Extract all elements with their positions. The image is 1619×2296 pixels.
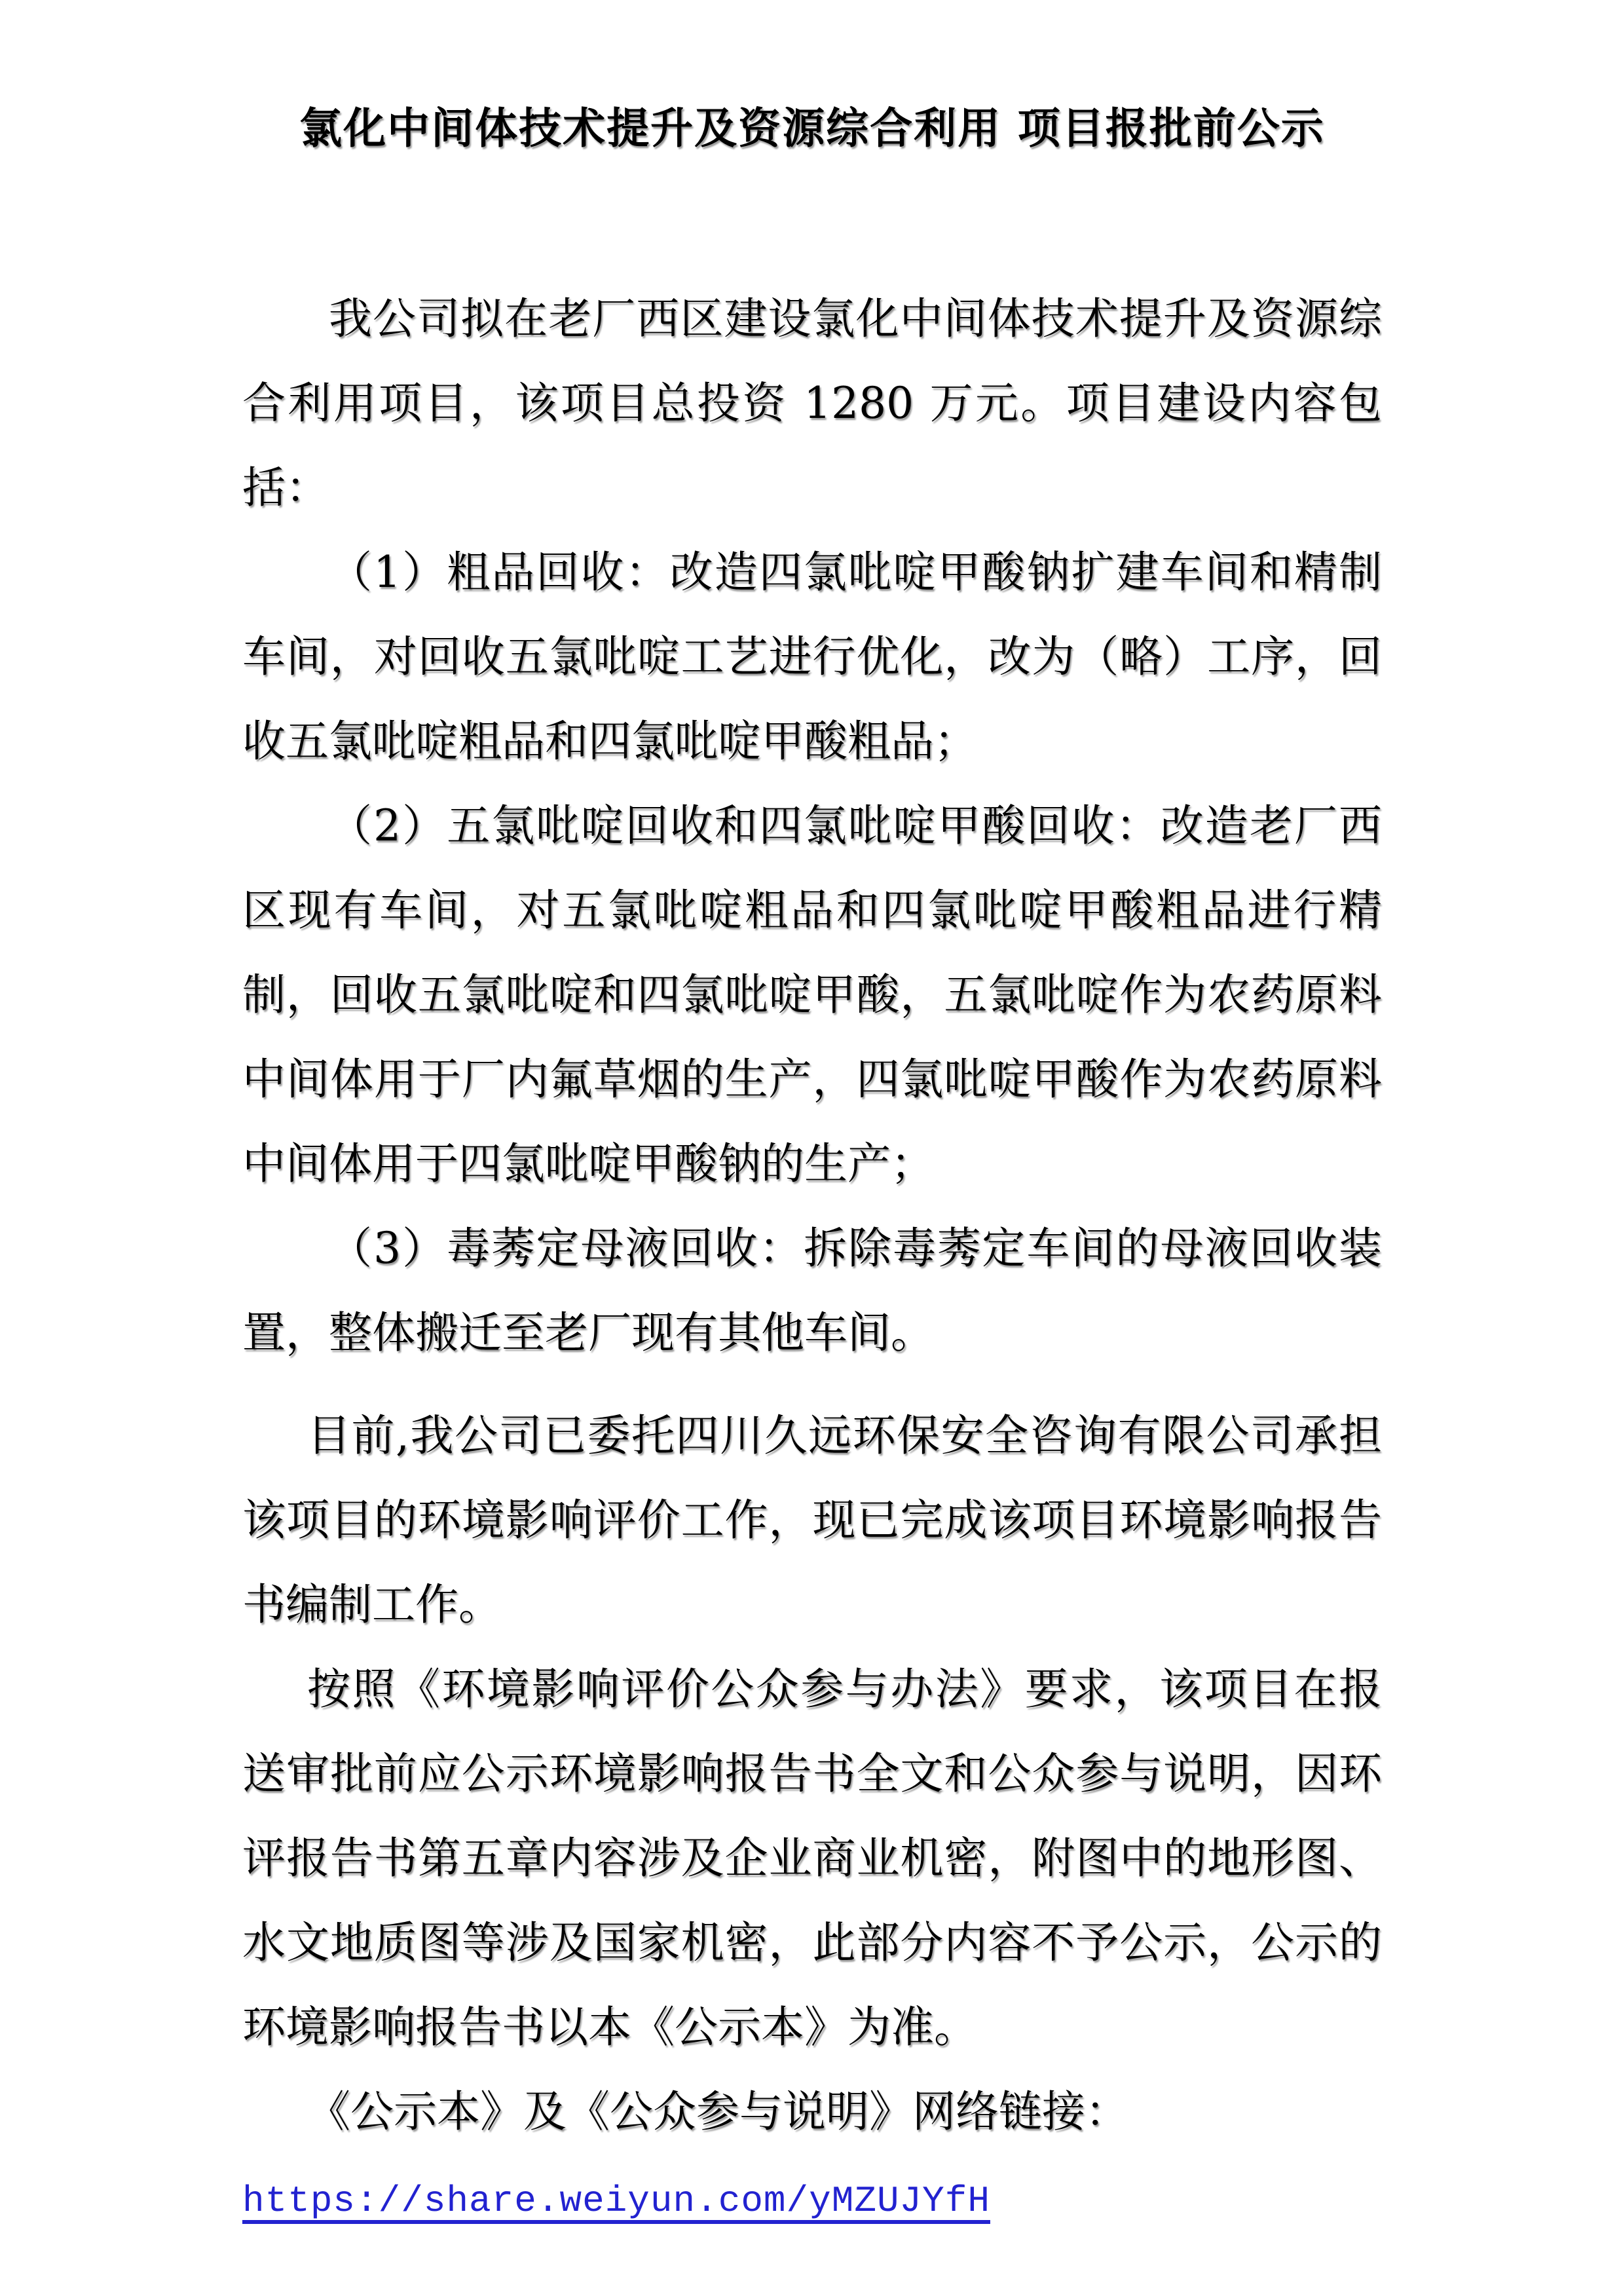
- paragraph-eia-status: 目前,我公司已委托四川久远环保安全咨询有限公司承担该项目的环境影响评价工作，现已完成该项目环境影响报告书编制工作。: [242, 1410, 1382, 1630]
- paragraph-item-2: （2）五氯吡啶回收和四氯吡啶甲酸回收：改造老厂西区现有车间，对五氯吡啶粗品和四氯吡啶甲酸粗品进行精制，回收五氯吡啶和四氯吡啶甲酸，五氯吡啶作为农药原料中间体用于厂内氟草烟的生产，四氯吡啶甲酸作为农药原料中间体用于四氯吡啶甲酸钠的生产；: [242, 800, 1382, 1189]
- paragraph-item-3: （3）毒莠定母液回收：拆除毒莠定车间的母液回收装置，整体搬迁至老厂现有其他车间。: [242, 1223, 1382, 1358]
- document-content: [242, 98, 1382, 2244]
- paragraph-link-intro: 《公示本》及《公众参与说明》网络链接：: [307, 2086, 1128, 2137]
- paragraph-item-1: （1）粗品回收：改造四氯吡啶甲酸钠扩建车间和精制车间，对回收五氯吡啶工艺进行优化，改为（略）工序，回收五氯吡啶粗品和四氯吡啶甲酸粗品；: [242, 547, 1382, 766]
- link-line: [242, 2154, 1382, 2244]
- paragraph-public-notice: 按照《环境影响评价公众参与办法》要求，该项目在报送审批前应公示环境影响报告书全文和公众参与说明，因环评报告书第五章内容涉及企业商业机密，附图中的地形图、水文地质图等涉及国家机密，此部分内容不予公示，公示的环境影响报告书以本《公示本》为准。: [242, 1664, 1382, 2052]
- page-title: 氯化中间体技术提升及资源综合利用 项目报批前公示: [299, 104, 1325, 153]
- weiyun-share-link[interactable]: https://share.weiyun.com/yMZUJYfH: [242, 2180, 990, 2222]
- paragraph-intro: 我公司拟在老厂西区建设氯化中间体技术提升及资源综合利用项目，该项目总投资 1280 万元。项目建设内容包括：: [242, 293, 1382, 513]
